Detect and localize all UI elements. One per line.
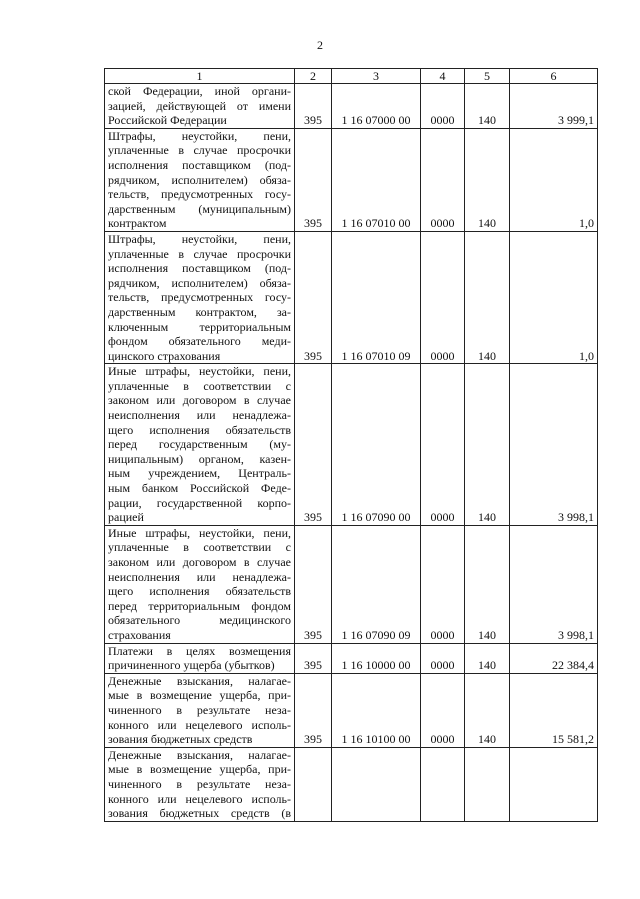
- revenue-code-cell: 1 16 07090 00: [332, 364, 421, 526]
- description-line: исполнения поставщиком (под-: [108, 157, 291, 172]
- table-row: [105, 231, 598, 363]
- description-line: ниципальным) органом, казен-: [108, 451, 291, 466]
- economic-code-cell: 140: [465, 643, 510, 673]
- description-line: неисполнения или ненадлежа-: [108, 569, 291, 584]
- amount-cell: 3 998,1: [510, 364, 598, 526]
- program-code-cell: 0000: [421, 84, 465, 129]
- admin-code-cell: 395: [295, 84, 332, 129]
- budget-table: [104, 68, 598, 822]
- amount-cell: 3 998,1: [510, 525, 598, 643]
- table-row: [105, 643, 598, 673]
- description-line: ным учреждением, Централь-: [108, 466, 291, 481]
- description-line: причиненного ущерба (убытков): [108, 658, 275, 673]
- description-line: уплаченные в соответствии с: [108, 540, 291, 555]
- economic-code-cell: 140: [465, 673, 510, 747]
- description-line: ным банком Российской Феде-: [108, 481, 291, 496]
- amount-cell: [510, 747, 598, 821]
- amount-cell: 1,0: [510, 231, 598, 363]
- description-line: дарственным контрактом, за-: [108, 304, 291, 319]
- amount-cell: 15 581,2: [510, 673, 598, 747]
- program-code-cell: 0000: [421, 231, 465, 363]
- description-line: законом или договором в случае: [108, 393, 291, 408]
- revenue-code-cell: 1 16 10100 00: [332, 673, 421, 747]
- description-cell: [105, 525, 295, 643]
- header-col-1: 1: [105, 69, 295, 84]
- program-code-cell: 0000: [421, 525, 465, 643]
- description-line: исполнения поставщиком (под-: [108, 261, 291, 276]
- description-line: страхования: [108, 627, 171, 642]
- description-line: чиненного в результате неза-: [108, 702, 291, 717]
- admin-code-cell: 395: [295, 643, 332, 673]
- amount-cell: 1,0: [510, 128, 598, 231]
- description-line: конного или нецелевого исполь-: [108, 717, 291, 732]
- description-line: неисполнения или ненадлежа-: [108, 408, 291, 423]
- economic-code-cell: 140: [465, 364, 510, 526]
- description-line: Денежные взыскания, налагае-: [108, 673, 291, 688]
- amount-cell: 3 999,1: [510, 84, 598, 129]
- description-line: мые в возмещение ущерба, при-: [108, 762, 291, 777]
- admin-code-cell: 395: [295, 364, 332, 526]
- description-line: Российской Федерации: [108, 113, 227, 128]
- admin-code-cell: 395: [295, 673, 332, 747]
- description-line: цинского страхования: [108, 348, 221, 363]
- economic-code-cell: 140: [465, 525, 510, 643]
- economic-code-cell: 140: [465, 231, 510, 363]
- description-cell: [105, 747, 295, 821]
- header-col-6: 6: [510, 69, 598, 84]
- economic-code-cell: [465, 747, 510, 821]
- description-cell: [105, 84, 295, 129]
- description-line: обязательного медицинского: [108, 613, 291, 628]
- description-cell: [105, 128, 295, 231]
- table-body: [105, 84, 598, 822]
- description-line: Штрафы, неустойки, пени,: [108, 231, 291, 246]
- description-line: уплаченные в случае просрочки: [108, 246, 291, 261]
- table-row: [105, 525, 598, 643]
- description-cell: [105, 643, 295, 673]
- table-row: [105, 673, 598, 747]
- table-row: [105, 84, 598, 129]
- revenue-code-cell: 1 16 10000 00: [332, 643, 421, 673]
- admin-code-cell: [295, 747, 332, 821]
- table-row: [105, 128, 598, 231]
- description-line: чиненного в результате неза-: [108, 776, 291, 791]
- description-cell: [105, 364, 295, 526]
- description-line: рядчиком, исполнителем) обяза-: [108, 172, 291, 187]
- description-line: перед государственным (му-: [108, 437, 291, 452]
- header-col-4: 4: [421, 69, 465, 84]
- admin-code-cell: 395: [295, 128, 332, 231]
- description-line: уплаченные в соответствии с: [108, 378, 291, 393]
- revenue-code-cell: 1 16 07000 00: [332, 84, 421, 129]
- description-line: уплаченные в случае просрочки: [108, 143, 291, 158]
- table-header-row: [105, 69, 598, 84]
- description-line: законом или договором в случае: [108, 555, 291, 569]
- header-col-3: 3: [332, 69, 421, 84]
- description-line: рядчиком, исполнителем) обяза-: [108, 275, 291, 290]
- economic-code-cell: 140: [465, 128, 510, 231]
- header-col-5: 5: [465, 69, 510, 84]
- program-code-cell: 0000: [421, 643, 465, 673]
- revenue-code-cell: 1 16 07090 09: [332, 525, 421, 643]
- description-line: щего исполнения обязательств: [108, 422, 291, 437]
- revenue-code-cell: 1 16 07010 00: [332, 128, 421, 231]
- page-number: 2: [317, 38, 323, 52]
- description-cell: [105, 231, 295, 363]
- description-line: щего исполнения обязательств: [108, 584, 291, 599]
- description-line: ключенным территориальным: [108, 319, 291, 334]
- admin-code-cell: 395: [295, 231, 332, 363]
- program-code-cell: 0000: [421, 364, 465, 526]
- economic-code-cell: 140: [465, 84, 510, 129]
- description-line: Иные штрафы, неустойки, пени,: [108, 525, 291, 540]
- description-line: мые в возмещение ущерба, при-: [108, 688, 291, 703]
- description-line: Платежи в целях возмещения: [108, 643, 291, 658]
- description-line: зования бюджетных средств: [108, 732, 253, 747]
- description-line: ской Федерации, иной органи-: [108, 84, 291, 98]
- revenue-code-cell: [332, 747, 421, 821]
- description-cell: [105, 673, 295, 747]
- description-line: Иные штрафы, неустойки, пени,: [108, 364, 291, 379]
- table-row: [105, 364, 598, 526]
- description-line: тельств, предусмотренных госу-: [108, 290, 291, 305]
- description-line: тельств, предусмотренных госу-: [108, 187, 291, 202]
- header-col-2: 2: [295, 69, 332, 84]
- description-line: зования бюджетных средств (в: [108, 806, 291, 821]
- description-line: контрактом: [108, 216, 167, 231]
- revenue-code-cell: 1 16 07010 09: [332, 231, 421, 363]
- program-code-cell: 0000: [421, 128, 465, 231]
- amount-cell: 22 384,4: [510, 643, 598, 673]
- description-line: перед территориальным фондом: [108, 598, 291, 613]
- description-line: рации, государственной корпо-: [108, 495, 291, 510]
- description-line: фондом обязательного меди-: [108, 334, 291, 349]
- table-row: [105, 747, 598, 821]
- admin-code-cell: 395: [295, 525, 332, 643]
- description-line: дарственным (муниципальным): [108, 201, 291, 216]
- description-line: Штрафы, неустойки, пени,: [108, 128, 291, 143]
- program-code-cell: [421, 747, 465, 821]
- description-line: зацией, действующей от имени: [108, 98, 291, 113]
- description-line: конного или нецелевого исполь-: [108, 791, 291, 806]
- description-line: Денежные взыскания, налагае-: [108, 747, 291, 762]
- program-code-cell: 0000: [421, 673, 465, 747]
- description-line: рацией: [108, 510, 144, 525]
